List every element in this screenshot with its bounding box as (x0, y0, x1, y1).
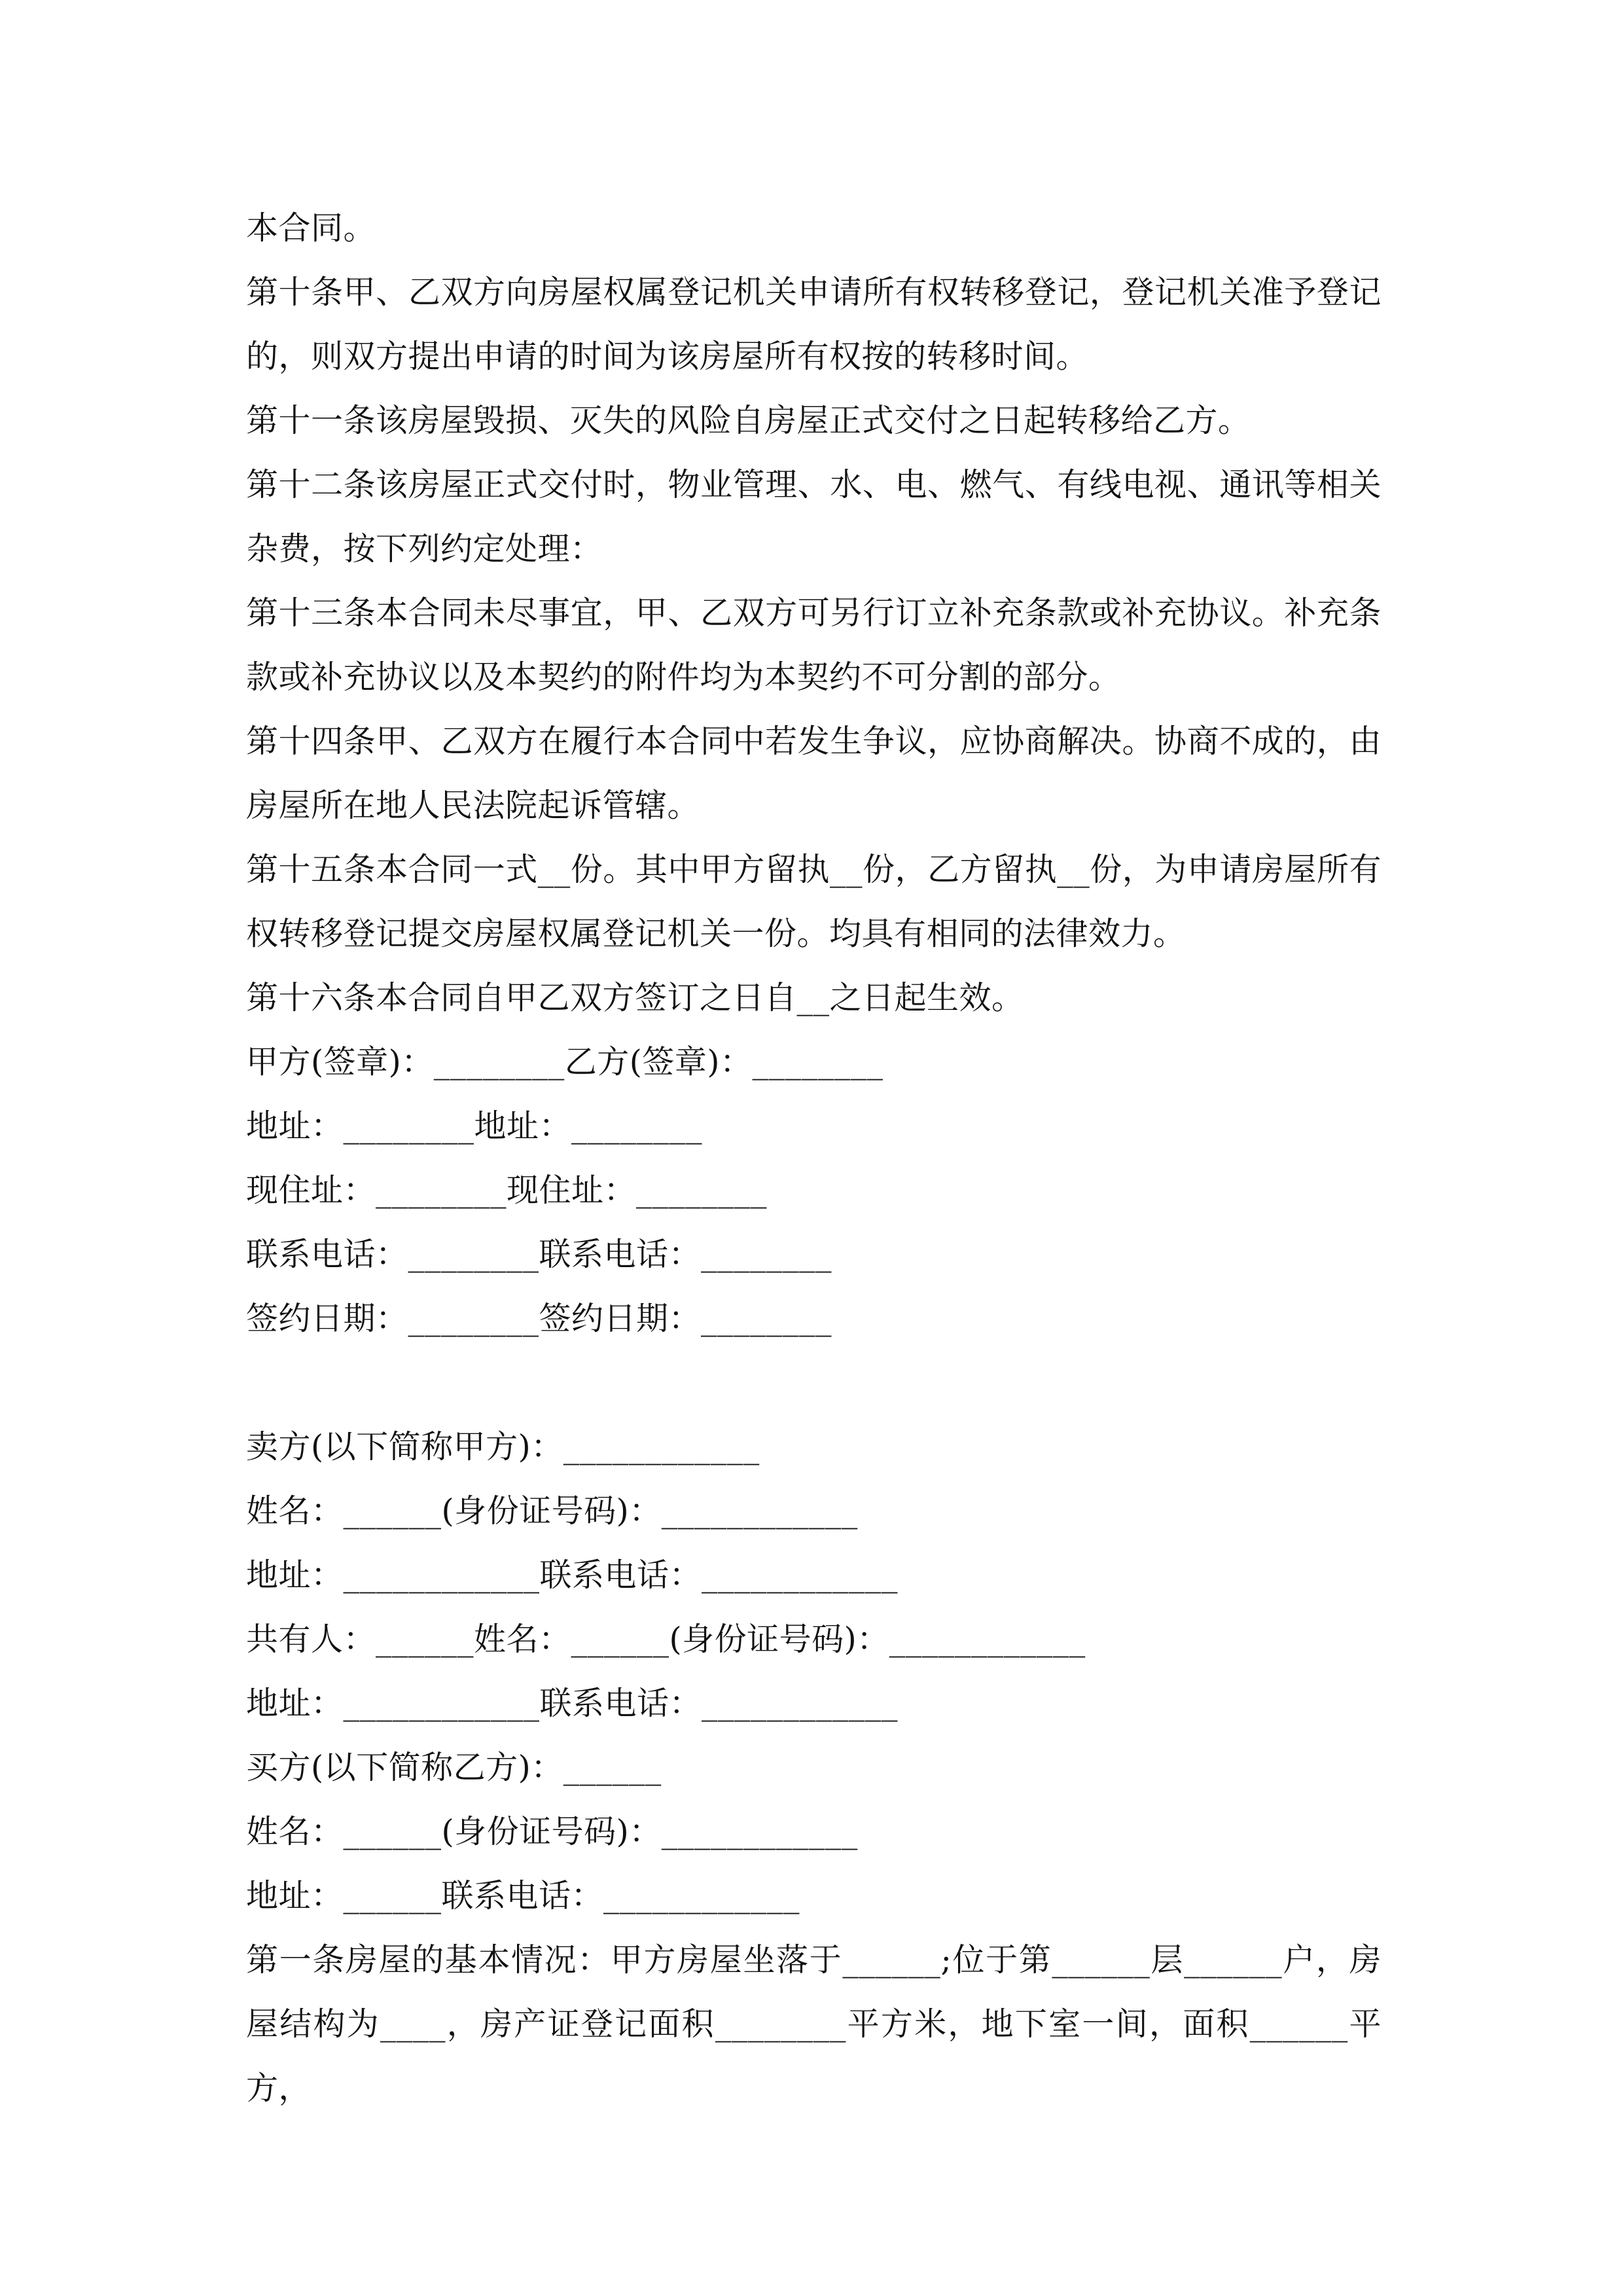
article-15: 第十五条本合同一式__份。其中甲方留执__份，乙方留执__份，为申请房屋所有权转移登记提交房屋权属登记机关一份。均具有相同的法律效力。 (246, 851, 1382, 952)
article-16: 第十六条本合同自甲乙双方签订之日自__之日起生效。 (246, 979, 1024, 1016)
article-12: 第十二条该房屋正式交付时，物业管理、水、电、燃气、有线电视、通讯等相关杂费，按下列约定处理： (246, 466, 1382, 567)
co-owner-address-line: 地址：____________联系电话：____________ (246, 1685, 899, 1722)
document-page (246, 196, 1382, 2121)
buyer-address-line: 地址：______联系电话：____________ (246, 1877, 800, 1914)
seller-name-line: 姓名：______(身份证号码)：____________ (246, 1492, 858, 1530)
sign-date-line: 签约日期：________签约日期：________ (246, 1300, 832, 1337)
current-address-line: 现住址：________现住址：________ (246, 1172, 768, 1209)
article-10: 第十条甲、乙双方向房屋权属登记机关申请所有权转移登记，登记机关准予登记的，则双方提出申请的时间为该房屋所有权按的转移时间。 (246, 274, 1382, 375)
seller-line: 卖方(以下简称甲方)：____________ (246, 1428, 760, 1465)
article-11: 第十一条该房屋毁损、灭失的风险自房屋正式交付之日起转移给乙方。 (246, 402, 1251, 439)
co-owner-line: 共有人：______姓名：______(身份证号码)：____________ (246, 1621, 1086, 1658)
signature-line: 甲方(签章)：________乙方(签章)：________ (246, 1043, 883, 1081)
paragraph-contract-end: 本合同。 (246, 209, 376, 247)
buyer-name-line: 姓名：______(身份证号码)：____________ (246, 1813, 858, 1850)
section-gap (246, 1351, 1382, 1415)
article-1: 第一条房屋的基本情况：甲方房屋坐落于______;位于第______层______户，房屋结构为____，房产证登记面积________平方米，地下室一间，面积______平方， (246, 1941, 1382, 2107)
seller-address-line: 地址：____________联系电话：____________ (246, 1556, 899, 1594)
phone-line: 联系电话：________联系电话：________ (246, 1236, 832, 1273)
article-13: 第十三条本合同未尽事宜，甲、乙双方可另行订立补充条款或补充协议。补充条款或补充协议以及本契约的附件均为本契约不可分割的部分。 (246, 594, 1382, 696)
address-line: 地址：________地址：________ (246, 1107, 703, 1145)
article-14: 第十四条甲、乙双方在履行本合同中若发生争议，应协商解决。协商不成的，由房屋所在地人民法院起诉管辖。 (246, 723, 1382, 824)
buyer-line: 买方(以下简称乙方)：______ (246, 1749, 662, 1786)
